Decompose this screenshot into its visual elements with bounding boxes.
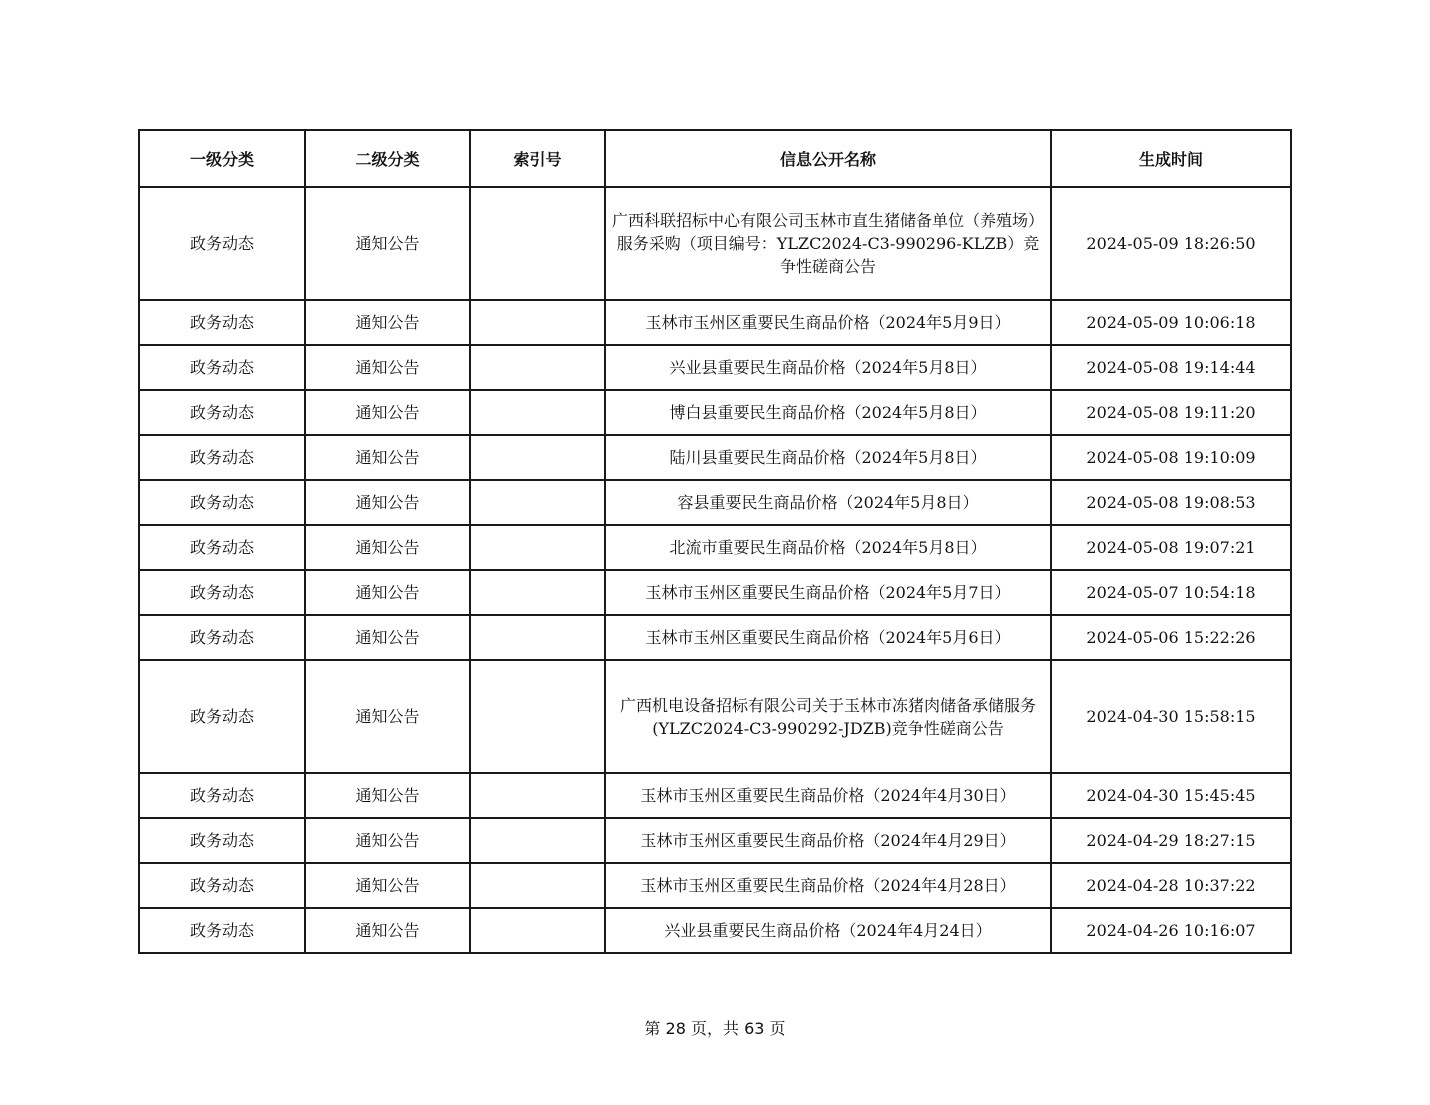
cell-level2: 通知公告: [305, 818, 470, 863]
cell-level2: 通知公告: [305, 773, 470, 818]
cell-index: [470, 570, 605, 615]
table-row: [139, 615, 1291, 660]
cell-title: 玉林市玉州区重要民生商品价格（2024年4月29日）: [605, 818, 1051, 863]
cell-level1: 政务动态: [139, 818, 305, 863]
cell-title: 兴业县重要民生商品价格（2024年5月8日）: [605, 345, 1051, 390]
cell-level2: 通知公告: [305, 660, 470, 773]
cell-index: [470, 480, 605, 525]
cell-time: 2024-04-28 10:37:22: [1051, 863, 1291, 908]
cell-index: [470, 300, 605, 345]
cell-title: 玉林市玉州区重要民生商品价格（2024年4月28日）: [605, 863, 1051, 908]
cell-title: 兴业县重要民生商品价格（2024年4月24日）: [605, 908, 1051, 953]
cell-title: 玉林市玉州区重要民生商品价格（2024年5月7日）: [605, 570, 1051, 615]
cell-title: 北流市重要民生商品价格（2024年5月8日）: [605, 525, 1051, 570]
cell-title: 广西机电设备招标有限公司关于玉林市冻猪肉储备承储服务(YLZC2024-C3-990292-JDZB)竞争性磋商公告: [605, 660, 1051, 773]
table-row: [139, 570, 1291, 615]
cell-level1: 政务动态: [139, 435, 305, 480]
cell-level2: 通知公告: [305, 187, 470, 300]
cell-time: 2024-05-08 19:11:20: [1051, 390, 1291, 435]
table-row: [139, 773, 1291, 818]
header-index-number: 索引号: [470, 130, 605, 187]
cell-time: 2024-05-08 19:08:53: [1051, 480, 1291, 525]
cell-level2: 通知公告: [305, 908, 470, 953]
cell-index: [470, 773, 605, 818]
cell-index: [470, 187, 605, 300]
table-row: [139, 435, 1291, 480]
table-row: [139, 863, 1291, 908]
header-created-time: 生成时间: [1051, 130, 1291, 187]
footer-middle: 页，共: [690, 1019, 739, 1038]
cell-level1: 政务动态: [139, 187, 305, 300]
cell-title: 容县重要民生商品价格（2024年5月8日）: [605, 480, 1051, 525]
table-row: [139, 390, 1291, 435]
cell-title: 玉林市玉州区重要民生商品价格（2024年5月9日）: [605, 300, 1051, 345]
cell-title: 玉林市玉州区重要民生商品价格（2024年4月30日）: [605, 773, 1051, 818]
cell-time: 2024-04-29 18:27:15: [1051, 818, 1291, 863]
cell-time: 2024-04-26 10:16:07: [1051, 908, 1291, 953]
cell-index: [470, 345, 605, 390]
table-row: [139, 345, 1291, 390]
cell-level2: 通知公告: [305, 863, 470, 908]
header-info-title: 信息公开名称: [605, 130, 1051, 187]
cell-level2: 通知公告: [305, 390, 470, 435]
cell-index: [470, 908, 605, 953]
cell-level1: 政务动态: [139, 300, 305, 345]
cell-time: 2024-05-08 19:10:09: [1051, 435, 1291, 480]
table-row: [139, 660, 1291, 773]
cell-index: [470, 390, 605, 435]
info-table: [138, 129, 1292, 954]
cell-level1: 政务动态: [139, 773, 305, 818]
cell-index: [470, 525, 605, 570]
cell-index: [470, 660, 605, 773]
cell-level2: 通知公告: [305, 435, 470, 480]
cell-time: 2024-05-09 10:06:18: [1051, 300, 1291, 345]
cell-level1: 政务动态: [139, 615, 305, 660]
cell-time: 2024-05-07 10:54:18: [1051, 570, 1291, 615]
cell-title: 玉林市玉州区重要民生商品价格（2024年5月6日）: [605, 615, 1051, 660]
cell-title: 博白县重要民生商品价格（2024年5月8日）: [605, 390, 1051, 435]
cell-title: 陆川县重要民生商品价格（2024年5月8日）: [605, 435, 1051, 480]
cell-index: [470, 435, 605, 480]
table-header-row: [139, 130, 1291, 187]
cell-time: 2024-05-09 18:26:50: [1051, 187, 1291, 300]
table-row: [139, 187, 1291, 300]
cell-level2: 通知公告: [305, 525, 470, 570]
cell-time: 2024-05-06 15:22:26: [1051, 615, 1291, 660]
cell-level1: 政务动态: [139, 908, 305, 953]
cell-level2: 通知公告: [305, 300, 470, 345]
cell-time: 2024-05-08 19:14:44: [1051, 345, 1291, 390]
cell-level1: 政务动态: [139, 660, 305, 773]
footer-prefix: 第: [644, 1019, 661, 1038]
total-page-number: 63: [744, 1019, 765, 1038]
table-row: [139, 525, 1291, 570]
cell-level1: 政务动态: [139, 480, 305, 525]
cell-time: 2024-05-08 19:07:21: [1051, 525, 1291, 570]
current-page-number: 28: [665, 1019, 686, 1038]
cell-level1: 政务动态: [139, 345, 305, 390]
footer-suffix: 页: [769, 1019, 786, 1038]
cell-time: 2024-04-30 15:45:45: [1051, 773, 1291, 818]
cell-level1: 政务动态: [139, 863, 305, 908]
table-row: [139, 300, 1291, 345]
cell-level2: 通知公告: [305, 615, 470, 660]
table-row: [139, 908, 1291, 953]
cell-time: 2024-04-30 15:58:15: [1051, 660, 1291, 773]
cell-level1: 政务动态: [139, 390, 305, 435]
table-row: [139, 480, 1291, 525]
header-level2-category: 二级分类: [305, 130, 470, 187]
table-row: [139, 818, 1291, 863]
cell-level2: 通知公告: [305, 570, 470, 615]
cell-level2: 通知公告: [305, 345, 470, 390]
cell-index: [470, 863, 605, 908]
page-footer: [0, 1016, 1430, 1039]
cell-title: 广西科联招标中心有限公司玉林市直生猪储备单位（养殖场）服务采购（项目编号：YLZC2024-C3-990296-KLZB）竞争性磋商公告: [605, 187, 1051, 300]
cell-level1: 政务动态: [139, 570, 305, 615]
cell-index: [470, 615, 605, 660]
cell-index: [470, 818, 605, 863]
header-level1-category: 一级分类: [139, 130, 305, 187]
cell-level2: 通知公告: [305, 480, 470, 525]
cell-level1: 政务动态: [139, 525, 305, 570]
